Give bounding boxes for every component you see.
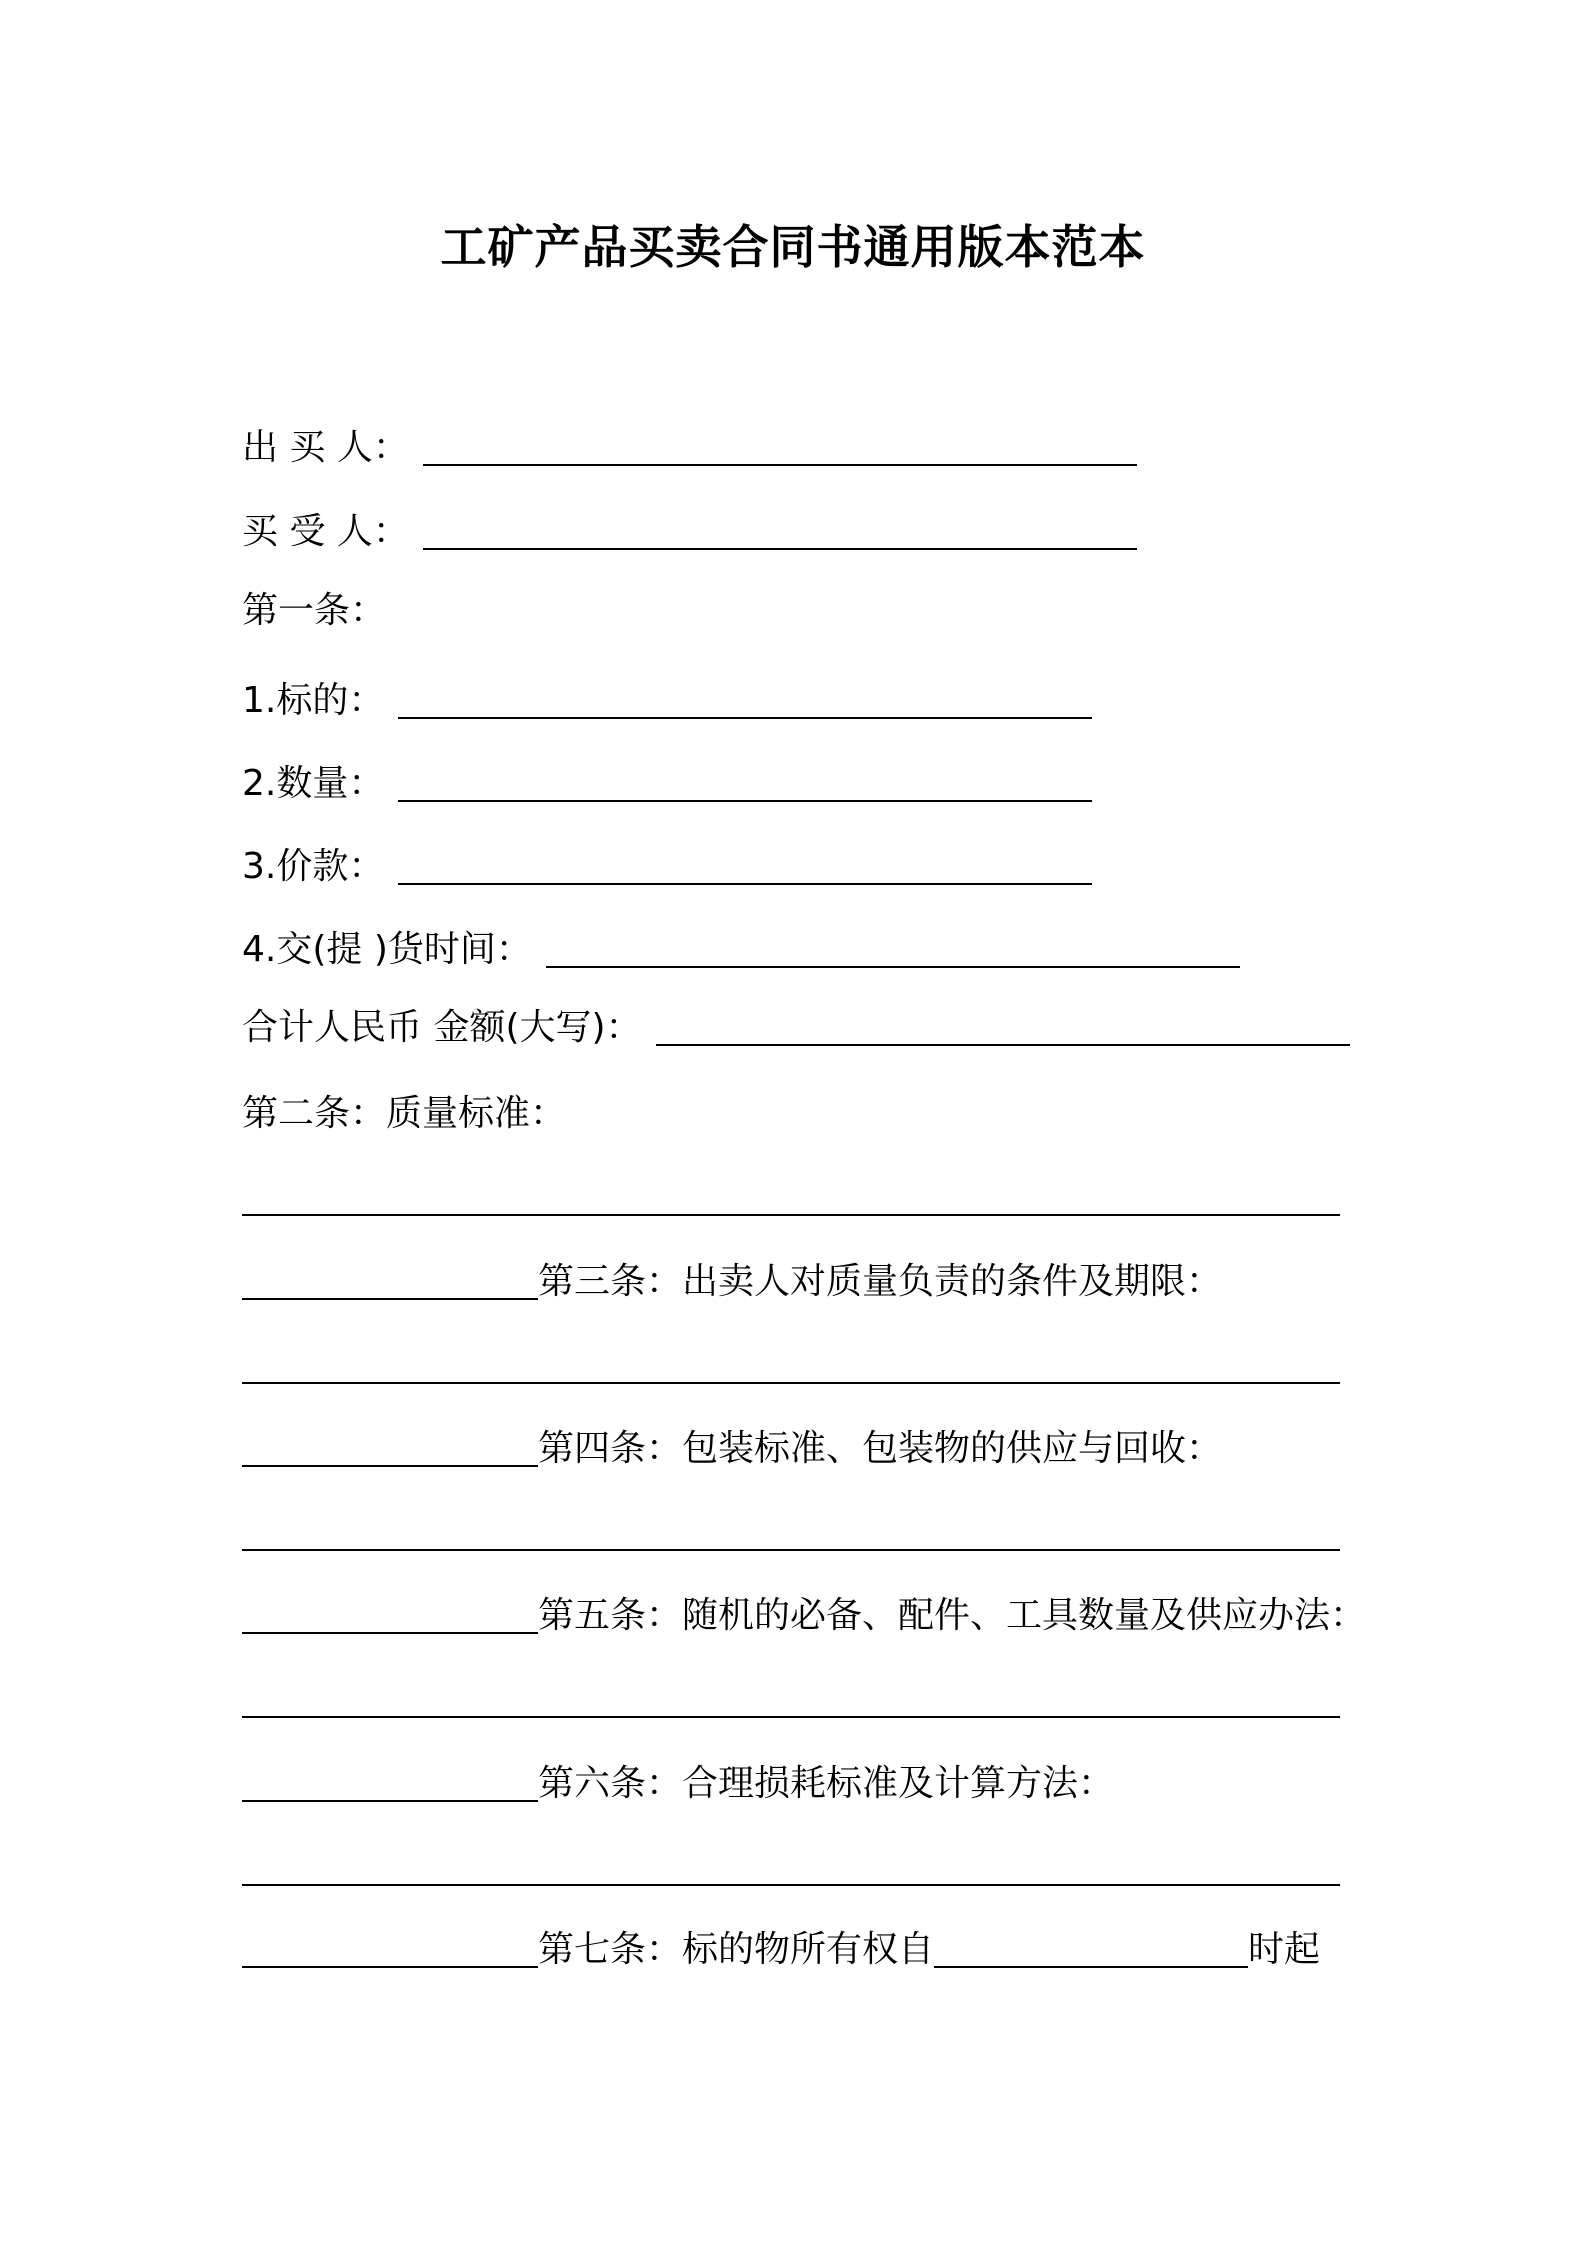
total-blank[interactable] <box>656 1042 1350 1046</box>
item1-label: 1.标的： <box>242 680 385 721</box>
article3-label: 第三条：出卖人对质量负责的条件及期限： <box>538 1261 1223 1302</box>
item3-label: 3.价款： <box>242 846 385 887</box>
article7-label: 第七条：标的物所有权自 <box>538 1929 935 1970</box>
item2-blank[interactable] <box>398 798 1092 802</box>
buyer-line <box>242 496 1137 556</box>
article7-line <box>242 1914 1320 1974</box>
article6-blank-continued[interactable] <box>242 1964 538 1968</box>
article1-line <box>242 575 386 635</box>
article4-blank-line <box>242 1497 1340 1557</box>
article4-blank-continued[interactable] <box>242 1630 538 1634</box>
article5-label: 第五条：随机的必备、配件、工具数量及供应办法： <box>538 1595 1367 1636</box>
article2-blank[interactable] <box>242 1212 1340 1216</box>
item2-line <box>242 748 1092 808</box>
article5-blank-continued[interactable] <box>242 1798 538 1802</box>
buyer-label: 买 受 人： <box>242 511 409 552</box>
article1-label: 第一条： <box>242 590 387 631</box>
article5-blank-line <box>242 1664 1340 1724</box>
article5-blank[interactable] <box>242 1714 1340 1718</box>
total-line <box>242 992 1350 1052</box>
item3-line <box>242 831 1092 891</box>
article5-line <box>242 1580 1366 1640</box>
total-label: 合计人民币 金额(大写)： <box>242 1007 642 1048</box>
seller-label: 出 买 人： <box>242 427 409 468</box>
item3-blank[interactable] <box>398 881 1092 885</box>
article4-label: 第四条：包装标准、包装物的供应与回收： <box>538 1428 1223 1469</box>
article2-blank-continued[interactable] <box>242 1296 538 1300</box>
item2-label: 2.数量： <box>242 763 385 804</box>
seller-blank[interactable] <box>423 462 1137 466</box>
article6-blank[interactable] <box>242 1882 1340 1886</box>
article4-line <box>242 1413 1222 1473</box>
ownership-time-blank[interactable] <box>934 1964 1248 1968</box>
seller-line <box>242 412 1137 472</box>
article3-blank-line <box>242 1330 1340 1390</box>
article2-blank-line <box>242 1162 1340 1222</box>
article7-suffix: 时起 <box>1248 1929 1321 1970</box>
item4-line <box>242 914 1240 974</box>
article2-label: 第二条：质量标准： <box>242 1093 567 1134</box>
article6-blank-line <box>242 1832 1340 1892</box>
article2-line <box>242 1078 566 1138</box>
article6-line <box>242 1748 1114 1808</box>
article4-blank[interactable] <box>242 1547 1340 1551</box>
article3-line <box>242 1246 1222 1306</box>
buyer-blank[interactable] <box>423 546 1137 550</box>
item1-line <box>242 665 1092 725</box>
item4-blank[interactable] <box>546 964 1240 968</box>
article3-blank[interactable] <box>242 1380 1340 1384</box>
article6-label: 第六条：合理损耗标准及计算方法： <box>538 1763 1115 1804</box>
document-title: 工矿产品买卖合同书通用版本范本 <box>440 220 1146 274</box>
article3-blank-continued[interactable] <box>242 1463 538 1467</box>
item1-blank[interactable] <box>398 715 1092 719</box>
item4-label: 4.交(提 )货时间： <box>242 929 532 970</box>
